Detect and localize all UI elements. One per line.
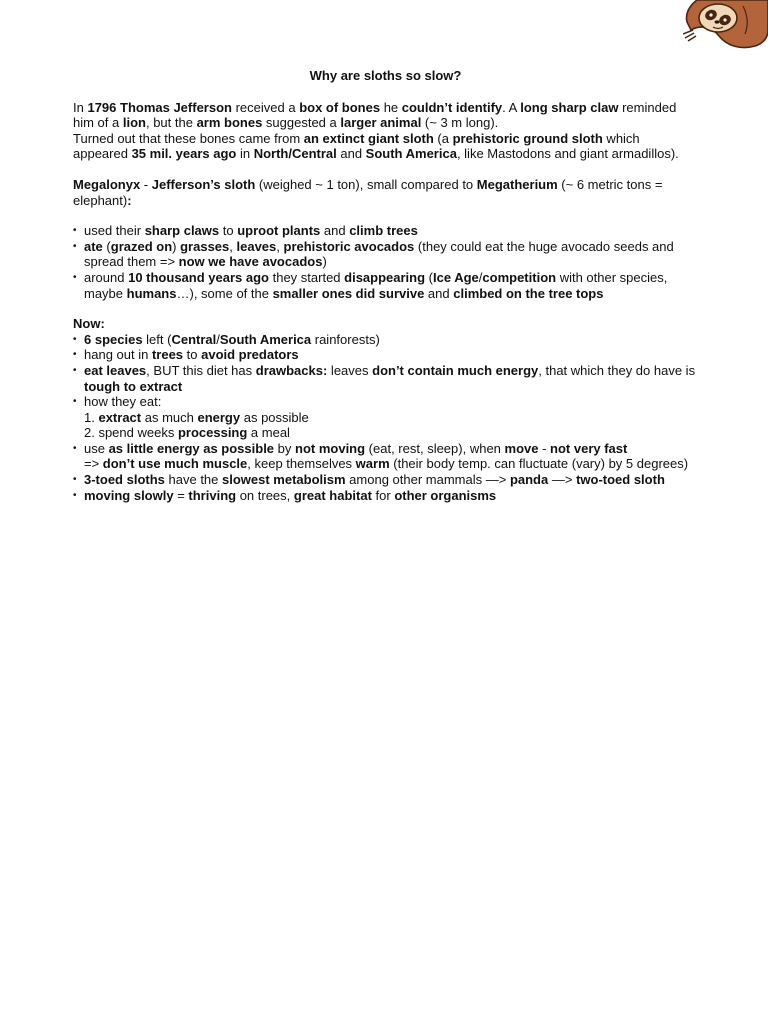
- text: left (: [142, 331, 172, 347]
- bold-text: 3-toed sloths: [84, 472, 165, 488]
- bold-text: long sharp claw: [520, 99, 619, 115]
- text: /: [216, 331, 220, 347]
- bold-text: larger animal: [340, 115, 422, 131]
- text: used their: [84, 223, 145, 239]
- bold-text: climb trees: [349, 223, 418, 239]
- text: (they could eat the huge avocado seeds and spread them =>: [84, 238, 674, 270]
- text: on trees,: [236, 487, 294, 503]
- text: —>: [548, 472, 577, 488]
- text: Turned out that these bones came from: [73, 130, 304, 146]
- text: with other species, maybe: [84, 269, 668, 301]
- text: (eat, rest, sleep), when: [365, 440, 505, 456]
- list-item: [73, 441, 698, 472]
- text: in: [236, 146, 254, 162]
- bold-text: ate: [84, 238, 103, 254]
- text: rainforests): [311, 331, 380, 347]
- bold-text: two-toed sloth: [576, 472, 665, 488]
- intro-paragraph: [73, 100, 698, 131]
- text: In: [73, 99, 88, 115]
- bold-text: 6 species: [84, 331, 143, 347]
- text: …), some of the: [176, 285, 273, 301]
- section-heading: Now:: [73, 316, 105, 332]
- text: =: [173, 487, 189, 503]
- list-item: [73, 394, 698, 441]
- text: he: [380, 99, 402, 115]
- text: to: [219, 223, 238, 239]
- bold-text: Jefferson’s sloth: [151, 176, 256, 192]
- text: 2. spend weeks: [84, 425, 178, 441]
- list-item: [73, 472, 698, 488]
- text: as possible: [240, 409, 309, 425]
- bold-text: don’t contain much energy: [372, 362, 539, 378]
- text: (~ 6 metric tons = elephant): [73, 176, 663, 208]
- bold-text: smaller ones did survive: [272, 285, 425, 301]
- text: ,: [276, 238, 284, 254]
- text: and: [320, 223, 350, 239]
- bold-text: South America: [219, 331, 312, 347]
- megalonyx-paragraph: [73, 177, 698, 208]
- bold-text: tough to extract: [84, 378, 183, 394]
- bold-text: processing: [177, 425, 248, 441]
- text: 1.: [84, 409, 99, 425]
- bold-text: Central: [171, 331, 217, 347]
- bold-text: energy: [197, 409, 241, 425]
- bold-text: North/Central: [253, 146, 337, 162]
- bold-text: grazed on: [110, 238, 173, 254]
- bold-text: warm: [355, 456, 390, 472]
- text: among other mammals —>: [345, 472, 510, 488]
- sloth-icon: [683, 0, 768, 52]
- text: (a: [433, 130, 453, 146]
- text: (: [102, 238, 111, 254]
- bold-text: as little energy as possible: [108, 440, 275, 456]
- text: have the: [164, 472, 223, 488]
- list-item: [73, 239, 698, 270]
- text: ): [322, 254, 327, 270]
- text: suggested a: [262, 115, 341, 131]
- bold-text: couldn’t identify: [401, 99, 503, 115]
- text: for: [371, 487, 395, 503]
- past-bullet-list: [73, 223, 698, 301]
- text: (~ 3 m long).: [421, 115, 499, 131]
- bold-text: great habitat: [293, 487, 372, 503]
- bold-text: Megatherium: [476, 176, 558, 192]
- text: -: [538, 440, 551, 456]
- bold-text: uproot plants: [237, 223, 321, 239]
- bold-text: slowest metabolism: [222, 472, 346, 488]
- bold-text: South America: [365, 146, 457, 162]
- bold-text: not moving: [295, 440, 366, 456]
- list-item: [73, 332, 698, 348]
- text: , that which they do have is: [538, 362, 696, 378]
- list-item: [73, 270, 698, 301]
- bold-text: now we have avocados: [178, 254, 323, 270]
- page-title: Why are sloths so slow?: [309, 68, 462, 83]
- text: and: [336, 146, 366, 162]
- bold-text: disappearing: [344, 269, 426, 285]
- bold-text: competition: [482, 269, 557, 285]
- bold-text: leaves: [236, 238, 277, 254]
- bold-text: lion: [122, 115, 146, 131]
- bold-text: :: [127, 192, 132, 208]
- bold-text: eat leaves: [84, 362, 147, 378]
- bold-text: not very fast: [550, 440, 628, 456]
- text: , but the: [145, 115, 197, 131]
- bold-text: moving slowly: [84, 487, 174, 503]
- bold-text: sharp claws: [144, 223, 220, 239]
- text: around: [84, 269, 129, 285]
- text: they started: [268, 269, 345, 285]
- now-bullet-list: [73, 332, 698, 504]
- text: a meal: [247, 425, 290, 441]
- text: how they eat:: [84, 394, 162, 410]
- bold-text: extract: [98, 409, 142, 425]
- document-body: [73, 68, 698, 503]
- list-item: [73, 488, 698, 504]
- bold-text: trees: [151, 347, 184, 363]
- text: (weighed ~ 1 ton), small compared to: [255, 176, 477, 192]
- bold-text: move: [504, 440, 539, 456]
- bold-text: 10 thousand years ago: [128, 269, 269, 285]
- text: . A: [502, 99, 521, 115]
- text: , BUT this diet has: [146, 362, 256, 378]
- text: received a: [231, 99, 300, 115]
- text: -: [140, 176, 152, 192]
- text: reminded him of a: [73, 99, 677, 131]
- bold-text: prehistoric ground sloth: [452, 130, 603, 146]
- bold-text: thriving: [188, 487, 237, 503]
- text: by: [274, 440, 296, 456]
- bold-text: panda: [509, 472, 549, 488]
- bold-text: other organisms: [394, 487, 497, 503]
- text: ): [172, 238, 181, 254]
- text: /: [478, 269, 483, 285]
- text: which appeared: [73, 130, 640, 162]
- text: (: [425, 269, 434, 285]
- text: use: [84, 440, 109, 456]
- intro-paragraph: [73, 131, 698, 162]
- text: =>: [84, 456, 103, 472]
- text: hang out in: [84, 347, 152, 363]
- bold-text: prehistoric avocados: [283, 238, 415, 254]
- bold-text: box of bones: [299, 99, 381, 115]
- bold-text: grasses: [180, 238, 230, 254]
- bold-text: climbed on the tree tops: [453, 285, 604, 301]
- text: ,: [229, 238, 237, 254]
- text: , like Mastodons and giant armadillos).: [456, 146, 679, 162]
- bold-text: 1796 Thomas Jefferson: [87, 99, 232, 115]
- bold-text: an extinct giant sloth: [303, 130, 434, 146]
- text: leaves: [327, 362, 373, 378]
- bold-text: Megalonyx: [73, 176, 141, 192]
- bold-text: avoid predators: [201, 347, 299, 363]
- bold-text: 35 mil. years ago: [131, 146, 237, 162]
- text: as much: [141, 409, 198, 425]
- bold-text: don’t use much muscle: [102, 456, 248, 472]
- bold-text: drawbacks:: [255, 362, 328, 378]
- bold-text: humans: [126, 285, 177, 301]
- text: to: [183, 347, 202, 363]
- bold-text: Ice Age: [433, 269, 479, 285]
- list-item: [73, 347, 698, 363]
- list-item: [73, 363, 698, 394]
- text: and: [424, 285, 454, 301]
- text: , keep themselves: [247, 456, 356, 472]
- bold-text: arm bones: [196, 115, 263, 131]
- list-item: [73, 223, 698, 239]
- text: (their body temp. can fluctuate (vary) by 5 degrees): [389, 456, 689, 472]
